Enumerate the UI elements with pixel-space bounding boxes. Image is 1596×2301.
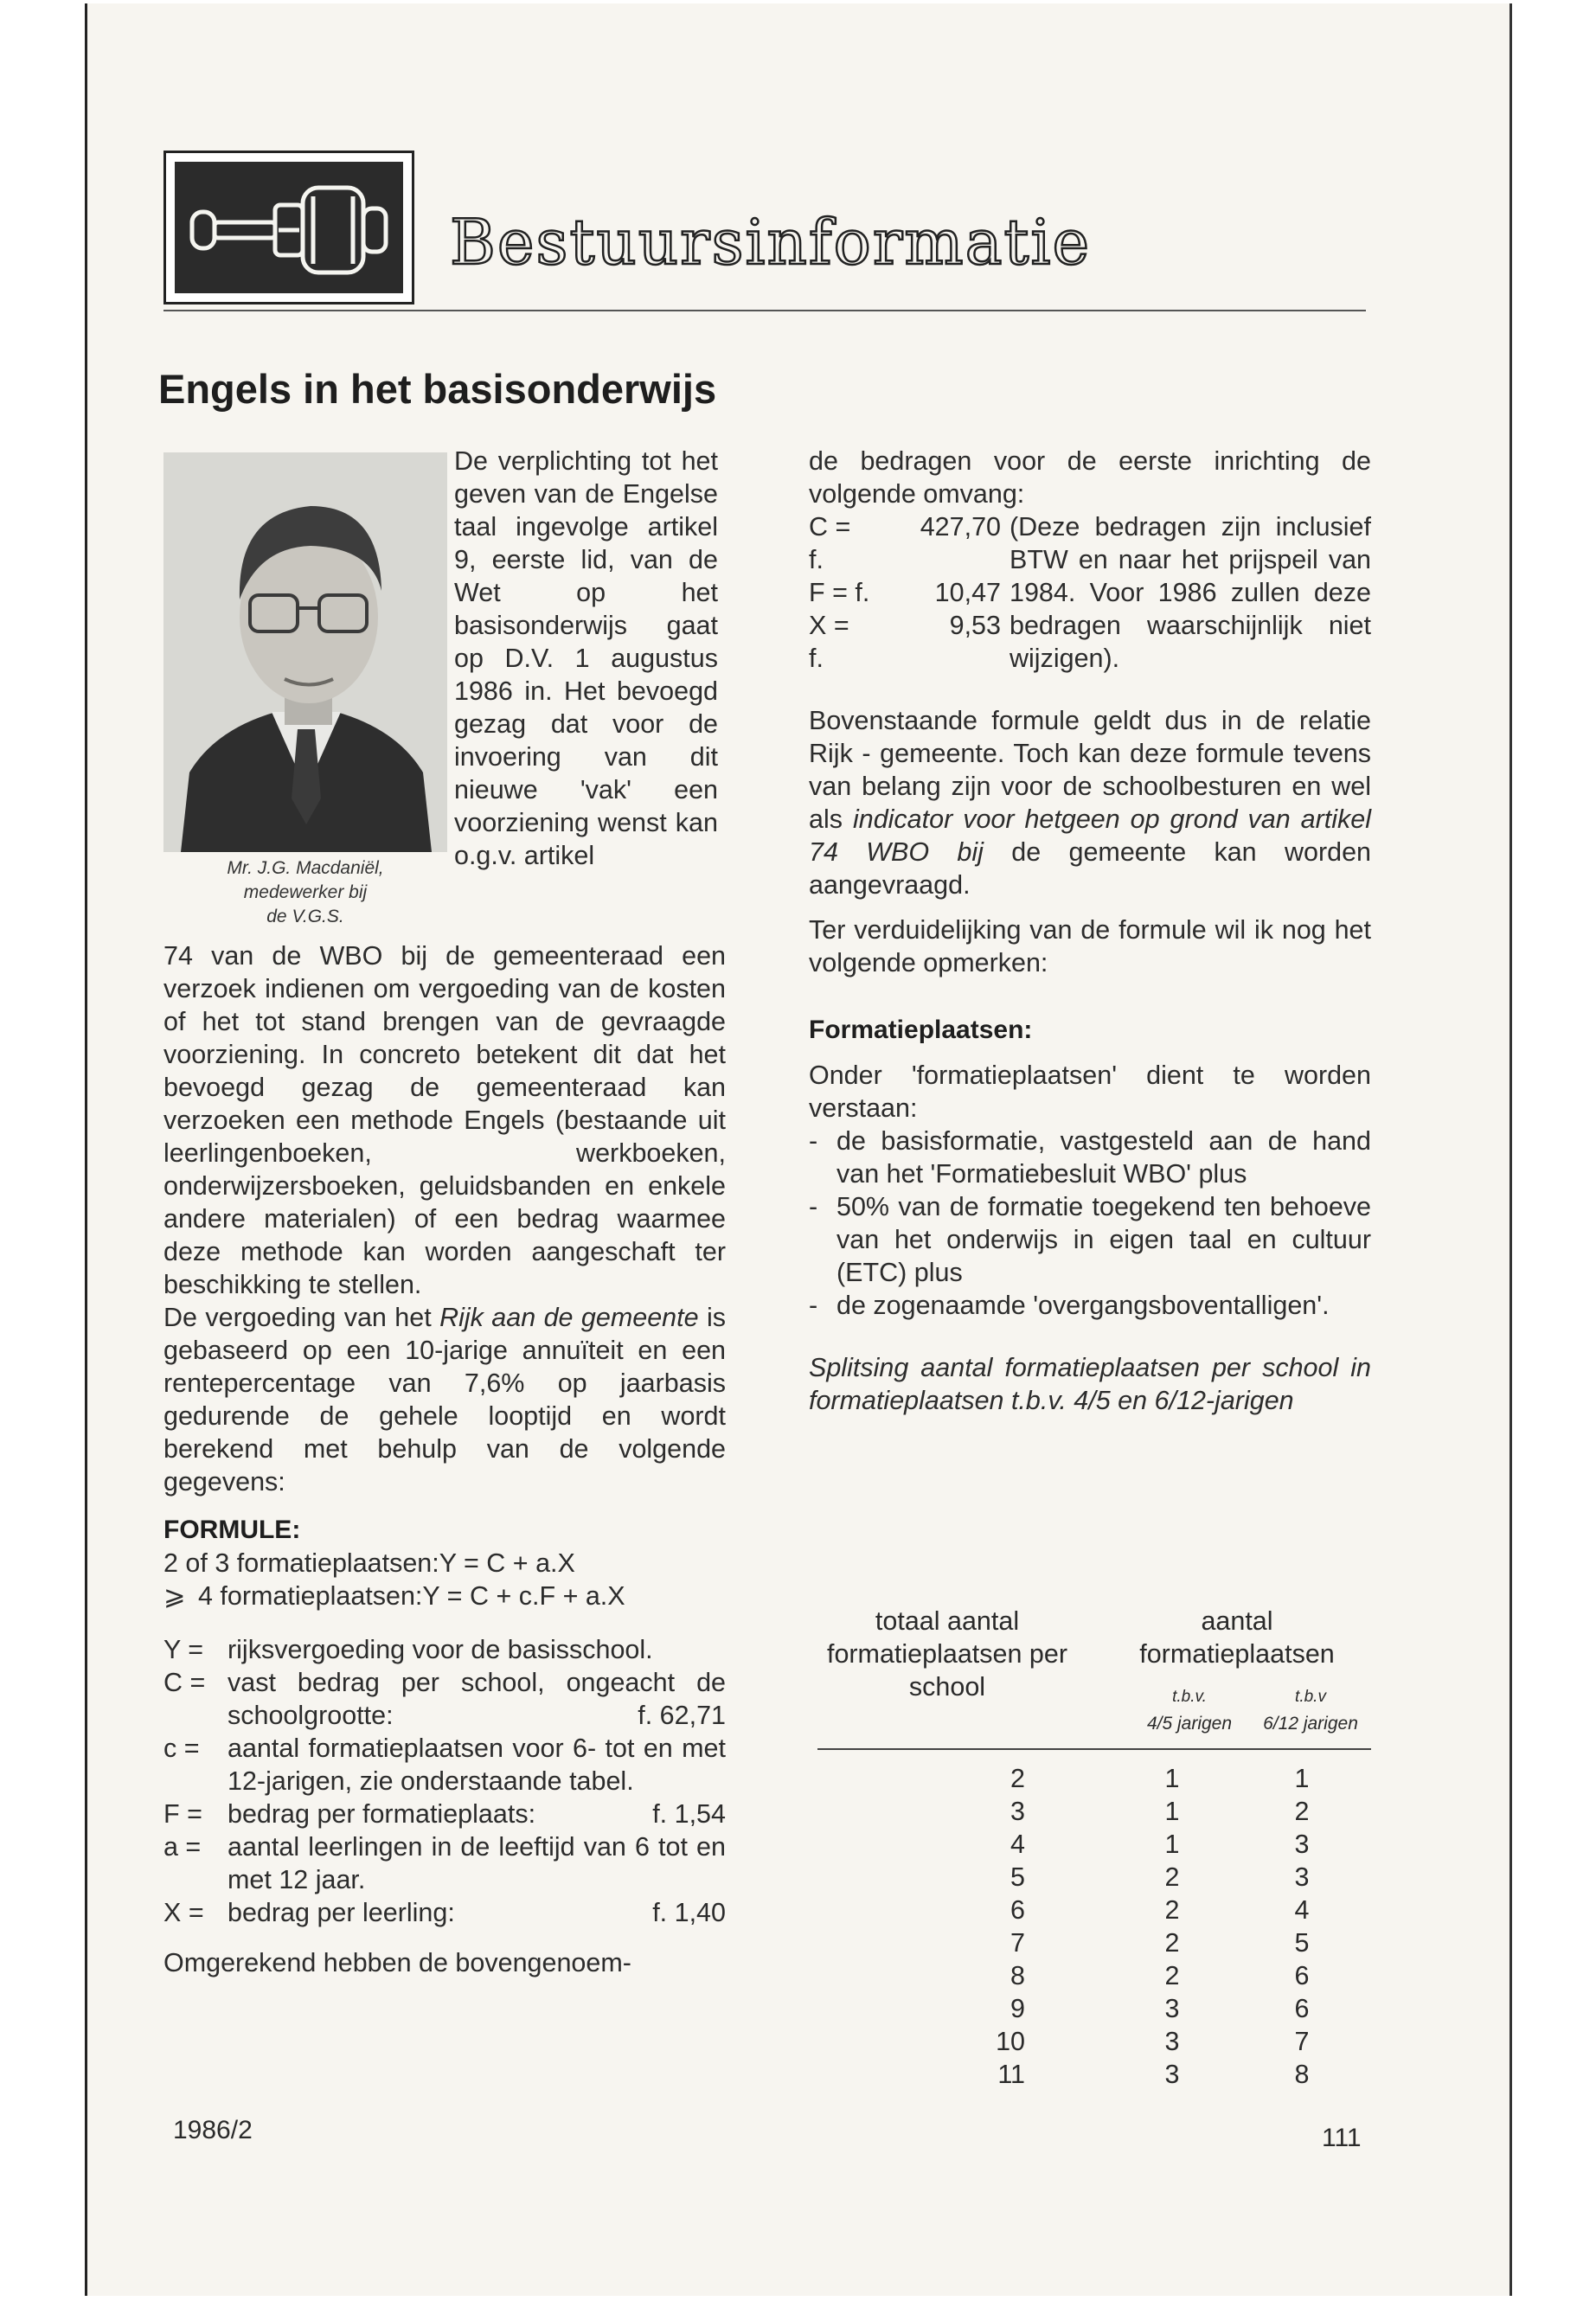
table-cell: 8	[1010, 1961, 1025, 1990]
section-title: Bestuursinformatie	[450, 206, 1092, 279]
table-caption: Splitsing aantal formatieplaatsen per school in formatieplaatsen t.b.v. 4/5 en 6/12-jarigen	[809, 1353, 1371, 1415]
paragraph-continues: Omgerekend hebben de bovengenoem-	[163, 1948, 631, 1977]
table-cell: 4	[1294, 1895, 1310, 1925]
paragraph-2: De vergoeding van het Rijk aan de gemeente is gebaseerd op een 10-jarige annuïteit en een rentepercentage van 7,6% op jaarbasis gedurende de gehele looptijd en wordt berekend met behulp van de volgende gegevens:	[163, 1303, 726, 1497]
gavel-icon	[175, 162, 408, 298]
table-cell: 3	[1164, 2027, 1180, 2056]
table-cell: 2	[1164, 1928, 1180, 1958]
table-row	[817, 2058, 1371, 2091]
photo-caption	[163, 856, 447, 929]
table-cell: 9	[1010, 1994, 1025, 2023]
table-cell: 2	[1294, 1797, 1310, 1826]
definition-x: X = bedrag per leerling: f. 1,40	[163, 1898, 726, 1927]
definition-c-small: c = aantal formatieplaatsen voor 6- tot en met 12-jarigen, zie onderstaande tabel.	[163, 1734, 726, 1796]
table-cell: 2	[1164, 1862, 1180, 1892]
caption-line: medewerker bij	[243, 882, 368, 902]
paragraph-definition: Onder 'formatieplaatsen' dient te worden verstaan:	[809, 1061, 1371, 1123]
bullet-list	[809, 1125, 1371, 1322]
table-cell: 8	[1294, 2060, 1310, 2089]
table-cell: 11	[997, 2060, 1025, 2089]
table-cell: 3	[1294, 1830, 1310, 1859]
header-rule	[163, 310, 1366, 311]
table-cell: 4	[1010, 1830, 1025, 1859]
caption-line: Mr. J.G. Macdaniël,	[227, 858, 384, 878]
column-header-split: aantal formatieplaatsen	[1139, 1606, 1335, 1669]
table-cell: 7	[1010, 1928, 1025, 1958]
table-row	[817, 1861, 1371, 1894]
table-cell: 6	[1294, 1994, 1310, 2023]
formation-table	[817, 1605, 1371, 2089]
amount-value: 10,47	[934, 578, 1001, 607]
table-cell: 2	[1164, 1895, 1180, 1925]
table-cell: 3	[1294, 1862, 1310, 1892]
caption-line: de V.G.S.	[266, 907, 344, 926]
paragraph-relation: Bovenstaande formule geldt dus in de relatie Rijk - gemeente. Toch kan deze formule tevens van belang zijn voor de schoolbesturen en wel als indicator voor hetgeen op grond van artikel 74 WBO bij de gemeente kan worden aangevraagd.	[809, 706, 1371, 900]
definition-f: F = bedrag per formatieplaats: f. 1,54	[163, 1799, 726, 1829]
subheader-tbv: t.b.v.	[1172, 1688, 1207, 1706]
definition-y: Y = rijksvergoeding voor de basisschool.	[163, 1635, 653, 1664]
amount-value: 9,53	[949, 611, 1001, 640]
subheader-4-5: 4/5 jarigen	[1146, 1714, 1233, 1734]
list-item: - 50% van de formatie toegekend ten behoeve van het onderwijs in eigen taal en cultuur (ETC) plus	[809, 1192, 1371, 1287]
subheader-6-12: 6/12 jarigen	[1263, 1714, 1358, 1734]
paragraph-1: 74 van de WBO bij de gemeenteraad een verzoek indienen om vergoeding van de kosten of het tot stand brengen van de gevraagde voorziening. In concreto betekent dit dat het bevoegd gezag de gemeenteraad kan verzoeken een methode Engels (bestaande uit leerlingenboeken, werkboeken, onderwijzersboeken, geluidsbanden en enkele andere materialen) of een bedrag waarmee deze methode kan worden aangeschaft ter beschikking te stellen.	[163, 941, 726, 1299]
table-row	[817, 2025, 1371, 2058]
table-row	[817, 1926, 1371, 1959]
amount-value: 427,70	[920, 512, 1001, 542]
table-cell: 1	[1164, 1797, 1180, 1826]
table-cell: 6	[1010, 1895, 1025, 1925]
table-row	[817, 1762, 1371, 1795]
author-photo	[163, 452, 447, 852]
formula-heading: FORMULE:	[163, 1516, 301, 1544]
amount-label: X = f.	[809, 611, 849, 673]
amount-label: F = f.	[809, 578, 870, 607]
table-cell: 1	[1294, 1764, 1310, 1793]
definitions	[163, 1633, 726, 1929]
table-row	[817, 1959, 1371, 1992]
table-row	[817, 1828, 1371, 1861]
table-row	[817, 1795, 1371, 1828]
amounts-block	[809, 510, 1371, 675]
list-item: - de basisformatie, vastgesteld aan de hand van het 'Formatiebesluit WBO' plus	[809, 1126, 1371, 1189]
amounts-note: (Deze bedragen zijn inclusief BTW en naar het prijspeil van 1984. Voor 1986 zullen deze bedragen waarschijnlijk niet wijzigen).	[1010, 512, 1371, 673]
right-column	[809, 445, 1371, 1417]
definition-a: a = aantal leerlingen in de leeftijd van 6 tot en met 12 jaar.	[163, 1832, 726, 1894]
table-cell: 3	[1164, 1994, 1180, 2023]
table-cell: 5	[1294, 1928, 1310, 1958]
table-cell: 2	[1164, 1961, 1180, 1990]
subheading-formatieplaatsen: Formatieplaatsen:	[809, 1016, 1033, 1044]
table-body	[817, 1762, 1371, 2091]
list-item: - de zogenaamde 'overgangsboventalligen'.	[809, 1291, 1330, 1320]
table-cell: 1	[1164, 1830, 1180, 1859]
issue-number: 1986/2	[173, 2116, 253, 2144]
table-cell: 7	[1294, 2027, 1310, 2056]
gavel-logo	[163, 151, 414, 304]
left-column	[163, 939, 726, 1979]
subheader-tbv: t.b.v	[1295, 1688, 1326, 1706]
table-cell: 3	[1164, 2060, 1180, 2089]
table-cell: 3	[1010, 1797, 1025, 1826]
paragraph-amounts-intro: de bedragen voor de eerste inrichting de volgende omvang:	[809, 446, 1371, 509]
table-cell: 2	[1010, 1764, 1025, 1793]
article-title: Engels in het basisonderwijs	[158, 366, 717, 412]
page-number: 111	[1322, 2124, 1362, 2152]
table-cell: 10	[996, 2027, 1025, 2056]
portrait-image	[163, 452, 447, 852]
intro-paragraph: De verplichting tot het geven van de Engelse taal ingevolge artikel 9, eerste lid, van de Wet op het basisonderwijs gaat op D.V. 1 augustus 1986 in. Het bevoegd gezag dat voor de invoering van dit nieuwe 'vak' een voorziening wenst kan o.g.v. artikel	[454, 446, 718, 870]
table-row	[817, 1894, 1371, 1926]
table-rule	[817, 1748, 1371, 1750]
table-row	[817, 1992, 1371, 2025]
table-cell: 1	[1164, 1764, 1180, 1793]
column-header-total: totaal aantal formatieplaatsen per school	[826, 1606, 1068, 1702]
definition-c: C = vast bedrag per school, ongeacht de schoolgrootte: f. 62,71	[163, 1668, 726, 1730]
table-cell: 6	[1294, 1961, 1310, 1990]
amount-label: C = f.	[809, 512, 851, 574]
logo-background	[175, 162, 403, 293]
formula-line-2: ⩾ 4 formatieplaatsen:Y = C + c.F + a.X	[163, 1581, 625, 1611]
formula-line-1: 2 of 3 formatieplaatsen:Y = C + a.X	[163, 1548, 575, 1578]
paragraph-clarify: Ter verduidelijking van de formule wil ik nog het volgende opmerken:	[809, 915, 1371, 977]
table-cell: 5	[1010, 1862, 1025, 1892]
table-header	[817, 1605, 1371, 1752]
